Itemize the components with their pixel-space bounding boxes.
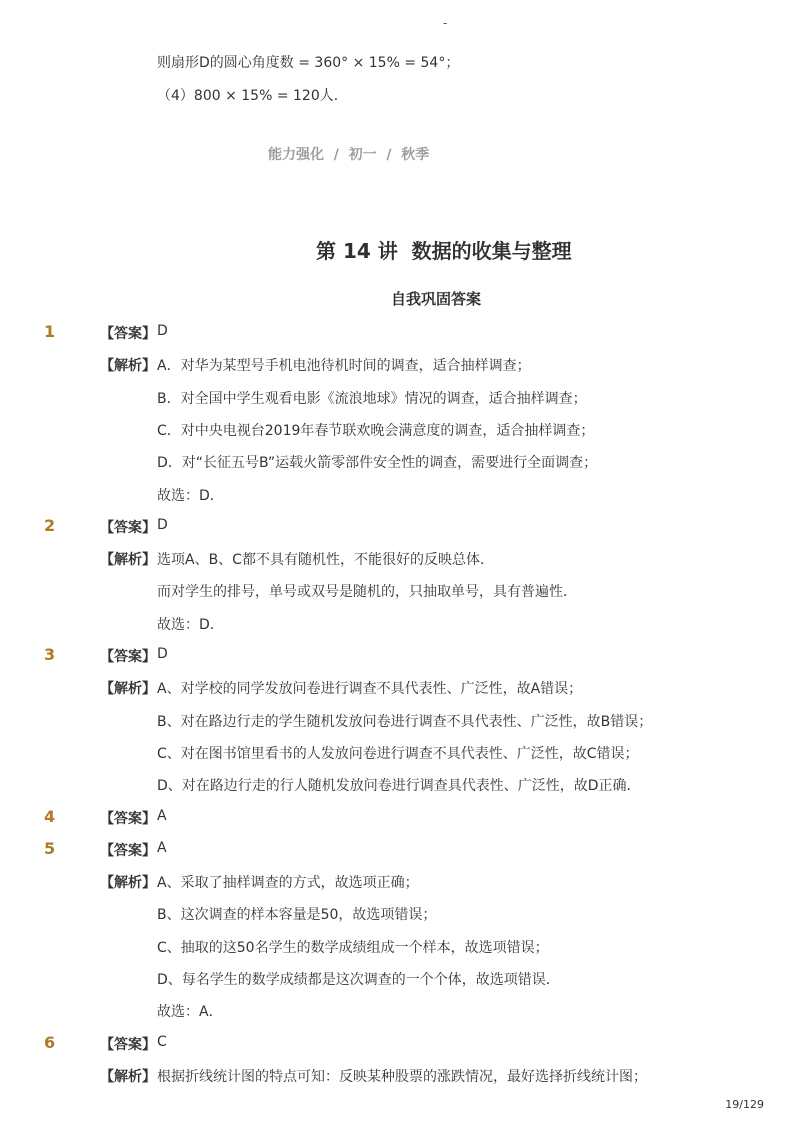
lecture-title: 第 14 讲 数据的收集与整理: [316, 239, 572, 263]
answer-tag: 【答案】: [100, 326, 156, 342]
analysis-line: 选项A、B、C都不具有随机性，不能很好的反映总体．: [157, 552, 494, 569]
analysis-line: D．对“长征五号B”运载火箭零部件安全性的调查，需要进行全面调查；: [157, 455, 598, 472]
top-dash: -: [443, 16, 448, 30]
answer-value: D: [157, 516, 168, 533]
answer-value: A: [157, 839, 167, 856]
analysis-line: 故选：D．: [157, 487, 224, 504]
analysis-tag: 【解析】: [100, 1068, 156, 1085]
analysis-line: B．对全国中学生观看电影《流浪地球》情况的调查，适合抽样调查；: [157, 390, 587, 407]
analysis-line: C．对中央电视台2019年春节联欢晚会满意度的调查，适合抽样调查；: [157, 422, 595, 439]
analysis-line: D、对在路边行走的行人随机发放问卷进行调查具代表性、广泛性，故D正确．: [157, 778, 641, 795]
answer-tag: 【答案】: [100, 649, 156, 665]
question-number: 1: [44, 322, 56, 341]
analysis-line: B、这次调查的样本容量是50，故选项错误；: [157, 907, 437, 924]
analysis-line: A、采取了抽样调查的方式，故选项正确；: [157, 875, 419, 892]
answer-tag: 【答案】: [100, 842, 156, 859]
answer-value: C: [157, 1033, 167, 1050]
analysis-line: D、每名学生的数学成绩都是这次调查的一个个体，故选项错误．: [157, 972, 560, 988]
answer-value: D: [157, 323, 168, 339]
calc-line-1: 则扇形D的圆心角度数 = 360° × 15% = 54°；: [157, 55, 460, 71]
answer-value: D: [157, 646, 168, 662]
question-number: 5: [44, 838, 56, 858]
answer-tag: 【答案】: [100, 519, 156, 536]
page-number: 19/129: [725, 1098, 764, 1111]
answer-tag: 【答案】: [100, 1036, 156, 1053]
question-number: 4: [44, 806, 56, 826]
analysis-line: B、对在路边行走的学生随机发放问卷进行调查不具代表性、广泛性，故B错误；: [157, 713, 653, 730]
analysis-line: 根据折线统计图的特点可知：反映某种股票的涨跌情况，最好选择折线统计图；: [157, 1068, 647, 1085]
analysis-line: A、对学校的同学发放问卷进行调查不具代表性、广泛性，故A错误；: [157, 681, 583, 698]
series-breadcrumb: 能力强化 / 初一 / 秋季: [268, 147, 430, 163]
analysis-line: 故选：D．: [157, 616, 224, 633]
question-number: 6: [44, 1032, 56, 1052]
analysis-tag: 【解析】: [100, 681, 156, 698]
answer-value: A: [157, 807, 167, 824]
analysis-line: C、对在图书馆里看书的人发放问卷进行调查不具代表性、广泛性，故C错误；: [157, 745, 639, 762]
question-number: 3: [44, 645, 56, 664]
calc-line-2: （4）800 × 15% = 120人．: [157, 88, 348, 104]
answer-tag: 【答案】: [100, 810, 156, 827]
analysis-tag: 【解析】: [100, 358, 156, 375]
analysis-line: 而对学生的排号，单号或双号是随机的，只抽取单号，具有普遍性．: [157, 584, 577, 601]
analysis-line: C、抽取的这50名学生的数学成绩组成一个样本，故选项错误；: [157, 939, 549, 956]
analysis-tag: 【解析】: [100, 875, 156, 892]
analysis-line: A．对华为某型号手机电池待机时间的调查，适合抽样调查；: [157, 358, 531, 375]
section-title: 自我巩固答案: [391, 290, 482, 308]
analysis-line: 故选：A．: [157, 1004, 223, 1021]
question-number: 2: [44, 515, 56, 535]
analysis-tag: 【解析】: [100, 552, 156, 569]
